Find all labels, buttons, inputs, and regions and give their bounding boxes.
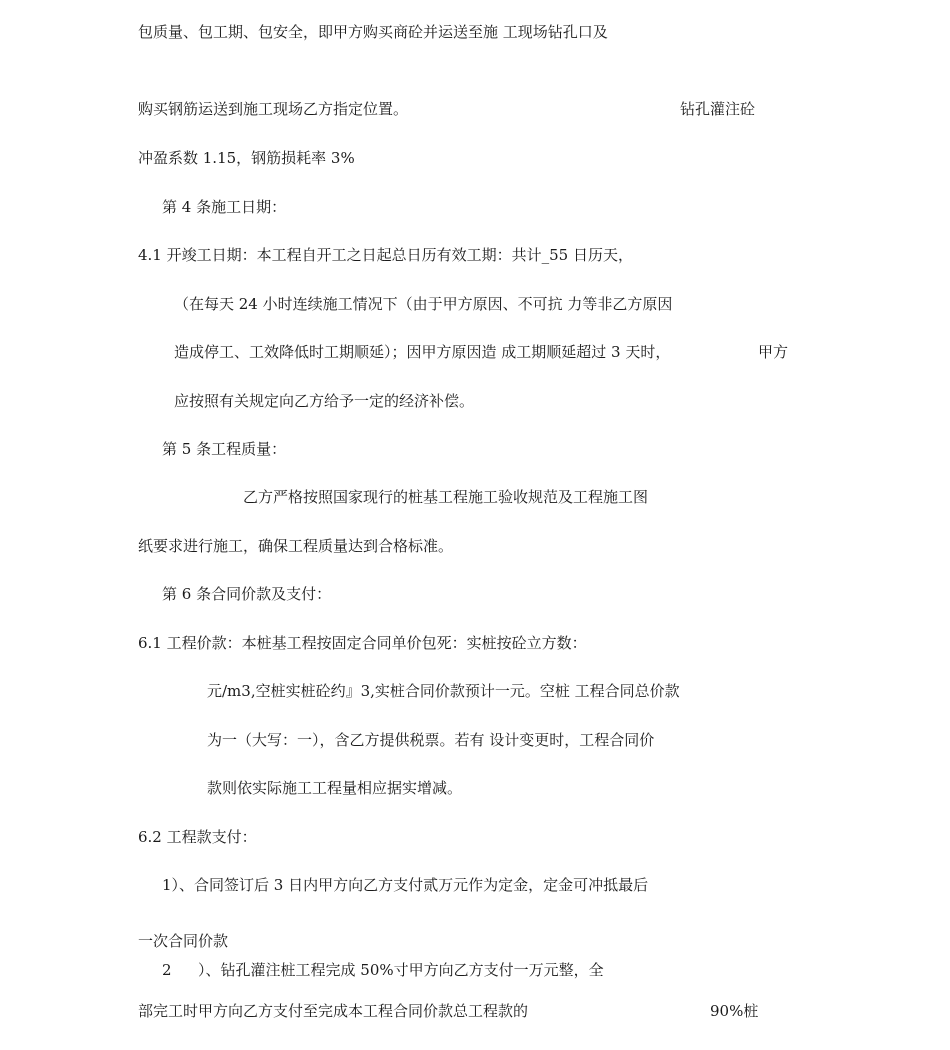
text-line-2: 购买钢筋运送到施工现场乙方指定位置。 — [138, 100, 409, 118]
payment-item-2-cont: 部完工时甲方向乙方支付至完成本工程合同价款总工程款的 — [138, 1002, 529, 1020]
text-line-2-right: 钻孔灌注砼 — [680, 100, 756, 118]
clause-6-1-line-3: 为一（大写：一），含乙方提供税票。若有 设计变更时，工程合同价 — [207, 731, 655, 749]
clause-4-1-line-4: 应按照有关规定向乙方给予一定的经济补偿。 — [174, 392, 475, 410]
clause-4-1: 4.1 开竣工日期：本工程自开工之日起总日历有效工期：共计_55 日历天， — [138, 246, 633, 264]
payment-item-2: ）、钻孔灌注桩工程完成 50%寸甲方向乙方支付一万元整，全 — [198, 961, 604, 979]
clause-6-1: 6.1 工程价款：本桩基工程按固定合同单价包死：实桩按砼立方数： — [138, 634, 587, 652]
payment-item-2-number: 2 — [162, 961, 172, 979]
article-4-heading: 第 4 条施工日期： — [162, 198, 287, 216]
clause-6-1-line-4: 款则依实际施工工程量相应据实增减。 — [207, 779, 463, 797]
article-6-heading: 第 6 条合同价款及支付： — [162, 585, 332, 603]
payment-item-2-cont-right: 90%桩 — [710, 1002, 759, 1020]
article-5-text-2: 纸要求进行施工，确保工程质量达到合格标准。 — [138, 537, 454, 555]
clause-6-2: 6.2 工程款支付： — [138, 828, 257, 846]
clause-6-1-line-2: 元/m3,空桩实桩砼约』3,实桩合同价款预计一元。空桩 工程合同总价款 — [207, 682, 680, 700]
text-line-1: 包质量、包工期、包安全，即甲方购买商砼并运送至施 工现场钻孔口及 — [138, 23, 608, 41]
clause-4-1-line-3-right: 甲方 — [758, 343, 789, 361]
clause-4-1-line-3: 造成停工、工效降低时工期顺延）；因甲方原因造 成工期顺延超过 3 天时， — [174, 343, 671, 361]
payment-item-1: 1）、合同签订后 3 日内甲方向乙方支付贰万元作为定金，定金可冲抵最后 — [162, 876, 649, 894]
clause-4-1-line-2: （在每天 24 小时连续施工情况下（由于甲方原因、不可抗 力等非乙方原因 — [174, 295, 673, 313]
text-line-3: 冲盈系数 1.15，钢筋损耗率 3% — [138, 149, 355, 167]
article-5-text-1: 乙方严格按照国家现行的桩基工程施工验收规范及工程施工图 — [243, 488, 649, 506]
payment-item-1-cont: 一次合同价款 — [138, 932, 229, 950]
article-5-heading: 第 5 条工程质量： — [162, 440, 287, 458]
